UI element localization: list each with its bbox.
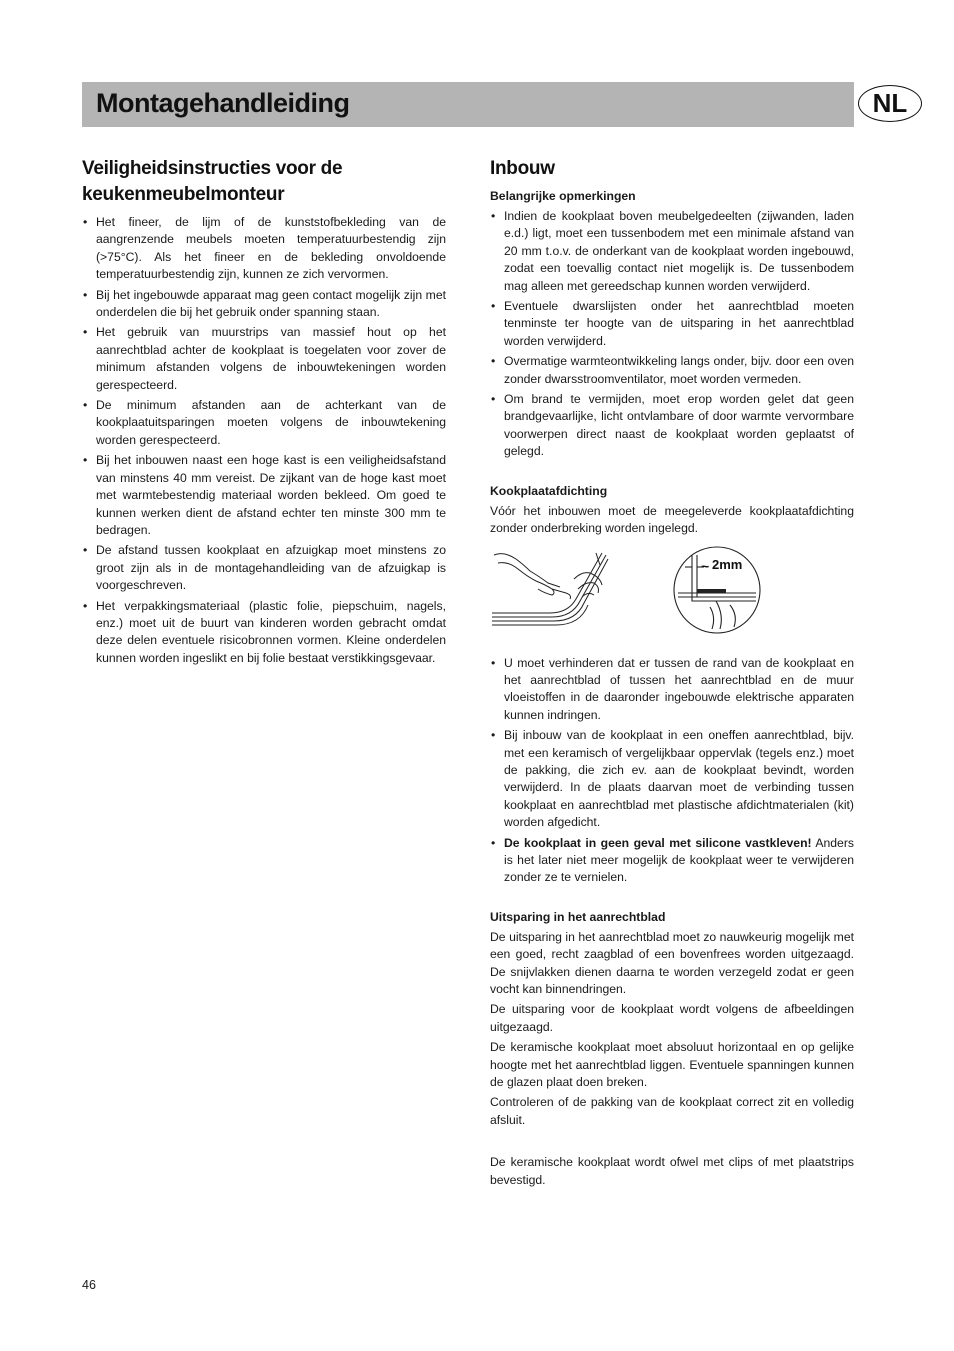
list-item: • Overmatige warmteontwikkeling langs onder, bijv. door een oven zonder dwarsstroomventilator, moet worden vermeden.	[490, 353, 854, 388]
list-item: • Bij inbouw van de kookplaat in een oneffen aanrechtblad, bijv. met een keramisch of vergelijkbaar oppervlak (tegels enz.) moet de pakking, die zich ev. aan de kookplaat bevindt, worden verwijderd. In de plaats daarvan moet de verbinding tussen kookplaat en aanrechtblad met plastische afdichtmaterialen (kit) worden afgedicht.	[490, 727, 854, 831]
list-item	[490, 835, 854, 887]
list-item: • De minimum afstanden aan de achterkant van de kookplaatuitsparingen moeten volgens de inbouwtekening worden gerespecteerd.	[82, 397, 446, 449]
list-item: • De afstand tussen kookplaat en afzuigkap moet minstens zo groot zijn als in de montagehandleiding van de afzuigkap is voorgeschreven.	[82, 542, 446, 594]
paragraph: De uitsparing in het aanrechtblad moet zo nauwkeurig mogelijk met een goed, recht zaagblad of een bovenfrees worden uitgezaagd. De snijvlakken dienen daarna te worden verzegeld zodat er geen vocht kan binnendringen.	[490, 929, 854, 996]
list-item: • Het gebruik van muurstrips van massief hout op het aanrechtblad achter de kookplaat is toegelaten voor zover de minimum afstanden volgens de inbouwtekeningen worden gerespecteerd.	[82, 324, 446, 394]
list-item: • Het fineer, de lijm of de kunststofbekleding van de aangrenzende meubels moeten temperatuurbestendig zijn (>75°C). Als het fineer en de bekleding onvoldoende temperatuurbestendig zijn, kunnen ze zich vervormen.	[82, 214, 446, 284]
list-item: • U moet verhinderen dat er tussen de rand van de kookplaat en het aanrechtblad of tussen het aanrechtblad en de muur vloeistoffen in de daaronder ingebouwde elektrische apparaten kunnen indringen.	[490, 655, 854, 725]
list-item: • Indien de kookplaat boven meubelgedeelten (zijwanden, laden e.d.) ligt, moet een tussenbodem met een minimale afstand van 20 mm t.o.v. de onderkant van de kookplaat worden ingebouwd, zodat een toevallig contact niet mogelijk is. De tussenbodem mag alleen met gereedschap kunnen worden verwijderd.	[490, 208, 854, 295]
list-item: • Om brand te vermijden, moet erop worden gelet dat geen brandgevaarlijke, licht ontvlambare of door warmte vervormbare voorwerpen direct naast de kookplaat worden geplaatst of gelegd.	[490, 391, 854, 461]
seal-list	[490, 655, 854, 887]
notes-list	[490, 208, 854, 461]
page-title: Montagehandleiding	[96, 88, 350, 118]
svg-text:~: ~	[701, 557, 710, 574]
list-item: • Bij het inbouwen naast een hoge kast is een veiligheidsafstand van minstens 40 mm vereist. De zijkant van de hoge kast moet met warmtebestendig materiaal worden bekleed. Om goed te kunnen werken dient de afstand echter ten minste 300 mm te bedragen.	[82, 452, 446, 539]
seal-heading: Kookplaatafdichting	[490, 483, 608, 498]
important-notes-heading: Belangrijke opmerkingen	[490, 189, 636, 203]
seal-figures	[490, 543, 854, 643]
list-item: • Het verpakkingsmateriaal (plastic folie, piepschuim, nagels, enz.) moet uit de buurt van kinderen worden gebracht omdat deze delen eventuele risicobronnen vormen. Kleine onderdelen kunnen worden ingeslikt en bij folie bestaat verstikkingsgevaar.	[82, 598, 446, 668]
mounting-paragraph: De keramische kookplaat wordt ofwel met clips of met plaatstrips bevestigd.	[490, 1155, 854, 1187]
paragraph: De uitsparing voor de kookplaat wordt volgens de afbeeldingen uitgezaagd.	[490, 1002, 854, 1034]
seal-gap-detail-illustration	[672, 545, 762, 635]
safety-list	[82, 214, 446, 667]
cutout-heading: Uitsparing in het aanrechtblad	[490, 909, 666, 924]
gap-label: 2mm	[712, 556, 743, 572]
title-bar	[82, 82, 908, 127]
paragraph: Controleren of de pakking van de kookplaat correct zit en volledig afsluit.	[490, 1095, 854, 1127]
language-badge: NL	[858, 85, 922, 122]
safety-heading: Veiligheidsinstructies voor de keukenmeubelmonteur	[82, 158, 343, 205]
left-column	[82, 156, 446, 670]
seal-paragraph: Vóór het inbouwen moet de meegeleverde kookplaatafdichting zonder onderbreking worden ingelegd.	[490, 503, 854, 536]
hands-seal-illustration	[490, 549, 610, 629]
installation-heading: Inbouw	[490, 158, 555, 179]
right-column	[490, 156, 854, 1192]
paragraph: De keramische kookplaat moet absoluut horizontaal en op gelijke hoogte met het aanrechtblad liggen. Eventuele spanningen kunnen de glazen plaat doen breken.	[490, 1040, 854, 1090]
list-item: • Eventuele dwarslijsten onder het aanrechtblad moeten tenminste ter hoogte van de uitsparing in het aanrechtblad worden verwijderd.	[490, 298, 854, 350]
silicone-warning-rest: Anders is het later niet meer mogelijk de kookplaat weer te verwijderen zonder ze te vernielen.	[504, 835, 854, 885]
list-item: • Bij het ingebouwde apparaat mag geen contact mogelijk zijn met onderdelen die bij het gebruik onder spanning staan.	[82, 287, 446, 322]
page-number: 46	[82, 1278, 96, 1292]
silicone-warning: De kookplaat in geen geval met silicone vastkleven!	[504, 835, 812, 850]
